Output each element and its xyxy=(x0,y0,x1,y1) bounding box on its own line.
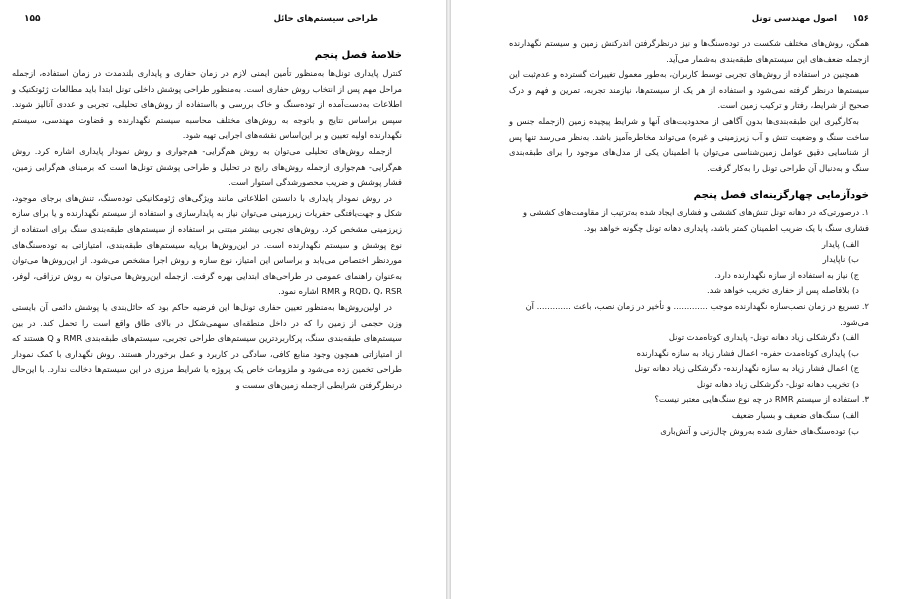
paragraph: همگن، روش‌های مختلف شکست در توده‌سنگ‌ها و نیز درنظرگرفتن اندرکنش زمین و سیستم نگهدارنده ازجمله ضعف‌های این سیستم‌های طبقه‌بندی به‌شمار می‌آید. xyxy=(509,38,869,64)
running-head: طراحی سیستم‌های حائل xyxy=(273,14,378,24)
running-head: اصول مهندسی تونل xyxy=(751,14,837,24)
answer-option: الف) پایدار xyxy=(821,238,859,249)
page-number: ۱۵۵ xyxy=(24,14,41,24)
answer-option: الف) سنگ‌های ضعیف و بسیار ضعیف xyxy=(731,410,859,421)
section-title: خلاصهٔ فصل پنجم xyxy=(314,50,402,61)
answer-option: ج) نیاز به استفاده از سازه نگهدارنده دارد. xyxy=(714,269,859,280)
answer-option: ج) اعمال فشار زیاد به سازه نگهدارنده- دگرشکلی زیاد دهانه تونل xyxy=(634,363,859,374)
question-stem: ۳. استفاده از سیستم RMR در چه نوع سنگ‌هایی معتبر نیست؟ xyxy=(654,394,869,405)
answer-option: ب) ناپایدار xyxy=(822,254,859,265)
right-page-content xyxy=(509,36,869,439)
question xyxy=(509,299,869,393)
paragraph: به‌کارگیری این طبقه‌بندی‌ها بدون آگاهی از محدودیت‌های آنها و شرایط پیچیده زمین (ازجمله جنس و ساخت سنگ و وضعیت تنش و آب زیرزمینی و غیره) می‌تواند مخاطره‌آمیز باشد. به‌نظر می‌رسد تنها پس از شناسایی دقیق عوامل زمین‌شناسی می‌توان با اطمینان یکی از مدل‌های موجود را برای طبقه‌بندی سنگ و به‌دنبال آن طراحی تونل را به‌کار گرفت. xyxy=(509,115,869,173)
exercise-list xyxy=(509,205,869,439)
paragraph: در اولین‌روش‌ها به‌منظور تعیین حفاری تونل‌ها این فرضیه حاکم بود که حائل‌بندی یا پوشش دائمی آن بایستی وزن حجمی از زمین را که در داخل منطقه‌ای سهمی‌شکل در بالای طاق واقع است را تحمل کند. در بین سیستم‌های طبقه‌بندی سنگ، پرکاربردترین سیستم‌های طراحی تجربی، سیستم‌های طبقه‌بندی RMR و Q هستند که از امتیازاتی همچون وجود منابع کافی، سادگی در کاربرد و عمل برخوردار هستند. روش نگهداری با کمک نمودار طراحی تخمین زده می‌شود و ملزومات خاص یک پروژه یا شرایط مرزی در این سیستم‌ها دخالت ندارد. با این‌حال درنظرگرفتن شرایطی ازجمله زمین‌های سست و xyxy=(12,301,403,390)
paragraph: در روش نمودار پایداری با دانستن اطلاعاتی مانند ویژگی‌های ژئومکانیکی توده‌سنگ، تنش‌های برجای موجود، شکل و جهت‌یافتگی حفریات زیرزمینی می‌توان نیاز به پایدارسازی و استفاده از سیستم نگهدارنده و یا برای سازه زیرزمینی مشخص کرد. روش‌های تجربی بیشتر مبتنی بر استفاده از سیستم‌های طبقه‌بندی سنگ برای استفاده از نوع پوشش و سیستم نگهدارنده است. در این‌روش‌ها برپایه سیستم‌های طبقه‌بندی، امتیازاتی به توده‌سنگ‌های موردنظر اختصاص می‌یابد و براساس این امتیاز، نوع سازه و روش اجرا مشخص می‌شود. از این‌روش‌ها می‌توان به‌عنوان راهنمای عمومی در طراحی‌های ابتدایی بهره گرفت. ازجمله این‌روش‌ها می‌توان به روش ترزاقی، لوفر، RQD، Q، RSR و RMR اشاره نمود. xyxy=(12,192,402,297)
continued-body xyxy=(509,36,869,176)
paragraph: کنترل پایداری تونل‌ها به‌منظور تأمین ایمنی لازم در زمان حفاری و پایداری بلندمدت در زمان استفاده، ازجمله مراحل مهم پس از انتخاب روش حفاری است. به‌منظور طراحی پوشش داخلی تونل ابتدا باید مطالعات ژئوتکنیک و اطلاعات به‌دست‌آمده از توده‌سنگ و خاک بررسی و بااستفاده از روش‌های تحلیلی، تجربی و عددی آنالیز شوند. سپس براساس نتایج و باتوجه به روش‌های مختلف محاسبه سیستم نگهدارنده و قضاوت مهندسی، سیستم نگهدارنده اولیه تعیین و بر این‌اساس نقشه‌های اجرایی تهیه شود. xyxy=(12,68,402,141)
answer-option: الف) دگرشکلی زیاد دهانه تونل- پایداری کوتاه‌مدت تونل xyxy=(668,332,859,343)
summary-body xyxy=(12,66,402,393)
answer-option: ب) پایداری کوتاه‌مدت حفره- اعمال فشار زیاد به سازه نگهدارنده xyxy=(636,347,859,358)
paragraph: ازجمله روش‌های تحلیلی می‌توان به روش هم‌گرایی- هم‌جواری و روش نمودار پایداری اشاره کرد. روش هم‌گرایی- هم‌جواری ازجمله روش‌های رایج در تحلیل و طراحی پوشش تونل‌ها است که برمبنای هم‌گرایی زمین، فشار پوشش و ضریب محصورشدگی استوار است. xyxy=(12,145,402,188)
answer-option: د) تخریب دهانه تونل- دگرشکلی زیاد دهانه تونل xyxy=(696,378,859,389)
answer-option: د) بلافاصله پس از حفاری تخریب خواهد شد. xyxy=(706,285,859,296)
page-number: ۱۵۶ xyxy=(852,14,869,24)
left-page-content xyxy=(12,50,402,393)
left-page xyxy=(0,0,446,599)
paragraph: همچنین در استفاده از روش‌های تجربی توسط کاربران، به‌طور معمول تغییرات گسترده و عدم‌ثبت این سیستم‌ها درنظر گرفته نمی‌شود و استفاده از هر یک از سیستم‌ها، نیازمند تجربه، تمرین و فهم و درک صحیح از شرایط، رفتار و ترکیب زمین است. xyxy=(509,69,869,111)
question xyxy=(509,392,869,439)
question-stem: ۲. تسریع در زمان نصب‌سازه نگهدارنده موجب ............. و تأخیر در زمان نصب، باعث ............. آن می‌شود. xyxy=(525,300,869,327)
question xyxy=(509,205,869,299)
right-page xyxy=(451,0,899,599)
exercise-title: خودآزمایی چهارگزینه‌ای فصل پنجم xyxy=(693,190,869,202)
answer-option: ب) توده‌سنگ‌های حفاری شده به‌روش چال‌زنی و آتش‌باری xyxy=(660,425,859,436)
question-stem: ۱. درصورتی‌که در دهانه تونل تنش‌های کششی و فشاری ایجاد شده به‌ترتیب از مقاومت‌های کششی و فشاری سنگ با یک ضریب اطمینان کمتر باشد، پایداری دهانه تونل چگونه خواهد بود. xyxy=(522,207,869,233)
